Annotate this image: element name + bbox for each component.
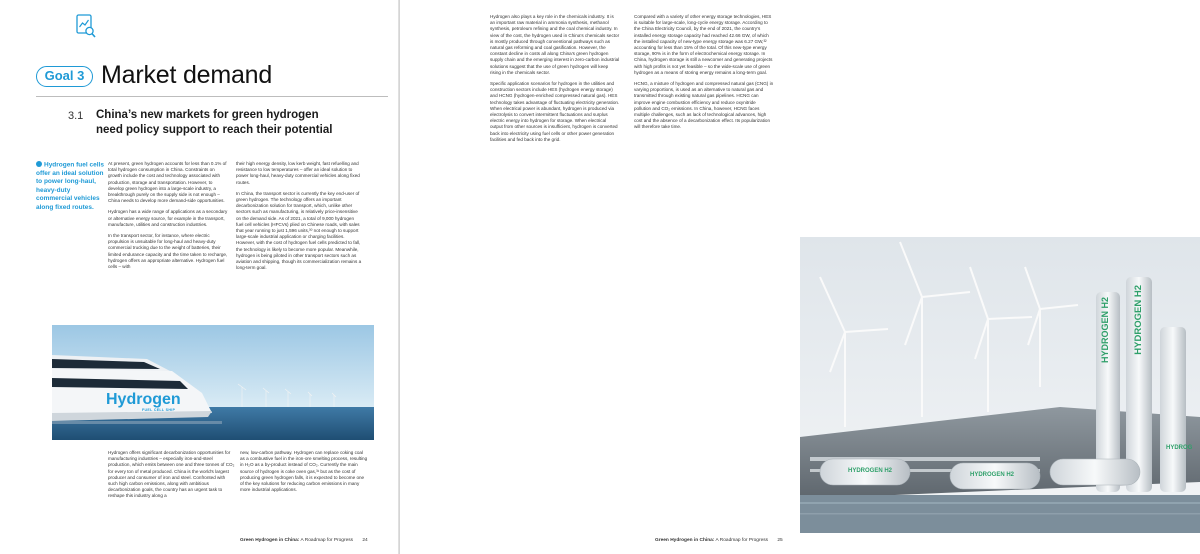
ship-hull-lettering: Hydrogen <box>106 391 181 408</box>
paragraph: In China, the transport sector is currently the key end-user of green hydrogen. The technology offers an important decarbonization solution for transport, which, unlike other sectors such as manufacturing, is relatively price-insensitive on the demand side. As of 2021, a total of 9,000 hydrogen fuel cell vehicles (HFCVs) plied on Chinese roads, with sales that year running to just 1,596 units,³⁰ not enough to support large-scale industrial application or charging facilities. However, with the cost of hydrogen fuel cells predicted to fall, the technology is likely to become more popular. Meanwhile, hydrogen is being piloted in other transport sectors such as aviation and shipping, though its commercialization remains a long-term goal. <box>236 190 362 271</box>
tank-lettering-4: HYDROGEN H2 <box>970 472 1015 478</box>
hydrogen-ship-photo <box>52 325 374 440</box>
ship-hull-sublettering: FUEL CELL SHIP <box>142 408 176 412</box>
footer-title: Green Hydrogen in China: <box>240 538 300 543</box>
page-number: 24 <box>362 538 368 543</box>
ship-illustration <box>52 325 374 440</box>
sidebar-callout <box>36 161 106 212</box>
footer-subtitle: A Roadmap for Progress <box>300 538 354 543</box>
title-divider <box>36 96 388 97</box>
paragraph: At present, green hydrogen accounts for less than 0.1% of total hydrogen consumption in China. Constraints on growth include the cost and technology associated with production, storage and transportation. However, to develop green hydrogen into a large-scale industry, a breakthrough purely on the supply side is not enough – China needs to develop more demand-side opportunities. <box>108 161 227 204</box>
right-column-1 <box>490 14 620 148</box>
right-column-2 <box>634 14 774 136</box>
left-column-2 <box>236 161 362 276</box>
sidebar-callout-text: Hydrogen fuel cells offer an ideal solution to power long-haul, heavy-duty commercial vehicles along fixed routes. <box>36 161 104 211</box>
paragraph: Hydrogen also plays a key role in the chemicals industry. It is an important raw material in ammonia synthesis, methanol synthesis, petroleum refining and the coal chemical industry. In view of the cost, the hydrogen used in China’s chemicals sector is mostly produced through conventional pathways such as natural gas reforming and coal gasification. However, the constant decline in costs all along China’s green hydrogen supply chain and the emerging interest in zero-carbon industrial solutions suggest that the use of green hydrogen will keep rising in the chemicals sector. <box>490 14 620 75</box>
left-column-3 <box>108 450 236 505</box>
paragraph: their high energy density, low kerb weight, fast refuelling and resistance to low temperatures – offer an ideal solution to power long-haul, heavy-duty commercial vehicles along fixed routes. <box>236 161 360 185</box>
tank-lettering-5: HYDROG <box>1166 445 1193 451</box>
goal-badge: Goal 3 <box>36 66 93 87</box>
left-column-1 <box>108 161 228 275</box>
paragraph: new, low-carbon pathway. Hydrogen can replace coking coal as a combustive fuel in the iron-ore smelting process, resulting in H₂O as a by-product instead of CO₂. Currently the main source of hydrogen is coke oven gas,³¹ but as the cost of producing green hydrogen falls, it is expected to become one of the key solutions for reducing carbon emissions in many more industrial applications. <box>240 450 368 493</box>
left-footer <box>240 538 368 543</box>
footer-title: Green Hydrogen in China: <box>655 538 715 543</box>
paragraph: Compared with a variety of other energy storage technologies, HES is suitable for large-scale, long-cycle energy storage. According to the China Electricity Council, by the end of 2021, the country’s installed energy storage capacity had reached 42.66 GW, of which the installed capacity of new-type energy storage was 6.27 GW,³² accounting for less than 15% of the total. Of this new-type energy storage, 90% is in the form of electrochemical energy storage. In China, hydrogen storage is still a newcomer and generating projects with high profits is not yet feasible – so the wide-scale use of green hydrogen as a means of storing energy remains a long-term goal. <box>634 14 773 75</box>
left-column-4 <box>240 450 368 498</box>
tank-lettering-3: HYDROGEN H2 <box>848 468 893 474</box>
plant-illustration <box>800 237 1200 533</box>
right-footer <box>655 538 783 543</box>
page-number: 25 <box>777 538 783 543</box>
chart-magnifier-icon <box>76 14 96 38</box>
paragraph: Hydrogen has a wide range of applications as a secondary or alternative energy source, for example in the transport, manufacture, utilities and construction industries. <box>108 209 228 227</box>
left-page <box>0 0 398 554</box>
paragraph: Specific application scenarios for hydrogen in the utilities and construction sectors include HES (hydrogen energy storage) and HCNG (hydrogen-enriched compressed natural gas). HES technology takes advantage of fluctuating electricity generation. When electrical power is abundant, hydrogen is produced via electrolysis to convert intermittent fluctuations and surplus electric energy into hydrogen for storage. When electrical output from other sources is insufficient, hydrogen is converted back into electricity using fuel cells or other power generation facilities and fed back into the grid. <box>490 81 620 142</box>
section-number: 3.1 <box>68 110 84 122</box>
section-title: China’s new markets for green hydrogen need policy support to reach their potential <box>96 109 333 136</box>
tank-lettering-1: HYDROGEN H2 <box>1100 297 1110 364</box>
tank-lettering-2: HYDROGEN H2 <box>1133 285 1144 355</box>
paragraph: HCNG, a mixture of hydrogen and compressed natural gas (CNG) in varying proportions, is used as an alternative to natural gas and transmitted through existing natural gas pipelines. HCNG can improve engine combustion efficiency and reduce oxynitride pollution and CO₂ emissions. In China, however, HCNG faces multiple challenges, such as lack of technological advances, high cost and the absence of a decarbonization effect. Its popularization will therefore take time. <box>634 81 774 130</box>
paragraph: Hydrogen offers significant decarbonization opportunities for manufacturing industries – especially iron-and-steel production, which emits between one and three tonnes of CO₂ for every ton of metal produced. China is the world's largest producer and consumer of iron and steel. Confronted with such high carbon emissions, along with ambitious decarbonization goals, the country has an urgent task to reshape this industry along a <box>108 450 235 499</box>
page-title: Market demand <box>101 61 273 89</box>
hydrogen-plant-photo <box>800 237 1200 533</box>
right-page <box>400 0 1193 554</box>
paragraph: In the transport sector, for instance, where electric propulsion is unsuitable for long-haul and heavy-duty commercial trucking due to the weight of batteries, their limited endurance capacity and the time taken to recharge, hydrogen offers an appropriate alternative. Hydrogen fuel cells – with <box>108 233 228 270</box>
footer-subtitle: A Roadmap for Progress <box>715 538 769 543</box>
bullet-icon <box>36 161 42 167</box>
